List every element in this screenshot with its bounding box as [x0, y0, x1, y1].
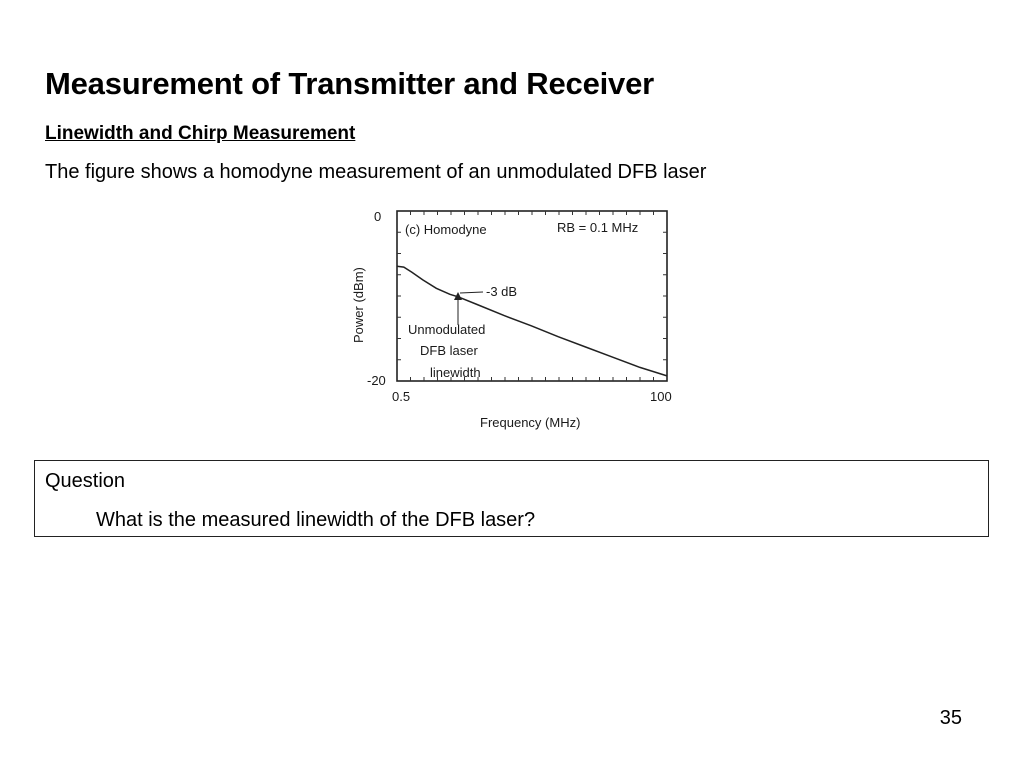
homodyne-chart [340, 200, 685, 440]
minus3db-leader-line [460, 292, 483, 293]
question-box [34, 460, 989, 537]
minus3db-label: -3 dB [486, 284, 518, 299]
annotation-line-1: Unmodulated [408, 322, 486, 337]
y-tick-label-bottom: -20 [367, 373, 386, 388]
annotation-line-3: linewidth [430, 365, 481, 380]
x-axis-label: Frequency (MHz) [480, 415, 581, 430]
y-tick-label-top: 0 [374, 209, 382, 224]
x-tick-label-left: 0.5 [392, 389, 411, 404]
intro-text: The figure shows a homodyne measurement of an unmodulated DFB laser [45, 161, 707, 183]
slide-title: Measurement of Transmitter and Receiver [45, 66, 654, 101]
question-text: What is the measured linewidth of the DFB laser? [96, 509, 536, 531]
panel-label: (c) Homodyne [405, 222, 487, 237]
page-number: 35 [939, 707, 962, 729]
homodyne-figure [340, 200, 685, 440]
y-axis-label: Power (dBm) [351, 267, 366, 343]
rb-label: RB = 0.1 MHz [557, 220, 639, 235]
x-tick-label-right: 100 [650, 389, 672, 404]
question-label: Question [45, 470, 126, 492]
slide-subtitle: Linewidth and Chirp Measurement [45, 123, 356, 144]
annotation-line-2: DFB laser [420, 343, 478, 358]
